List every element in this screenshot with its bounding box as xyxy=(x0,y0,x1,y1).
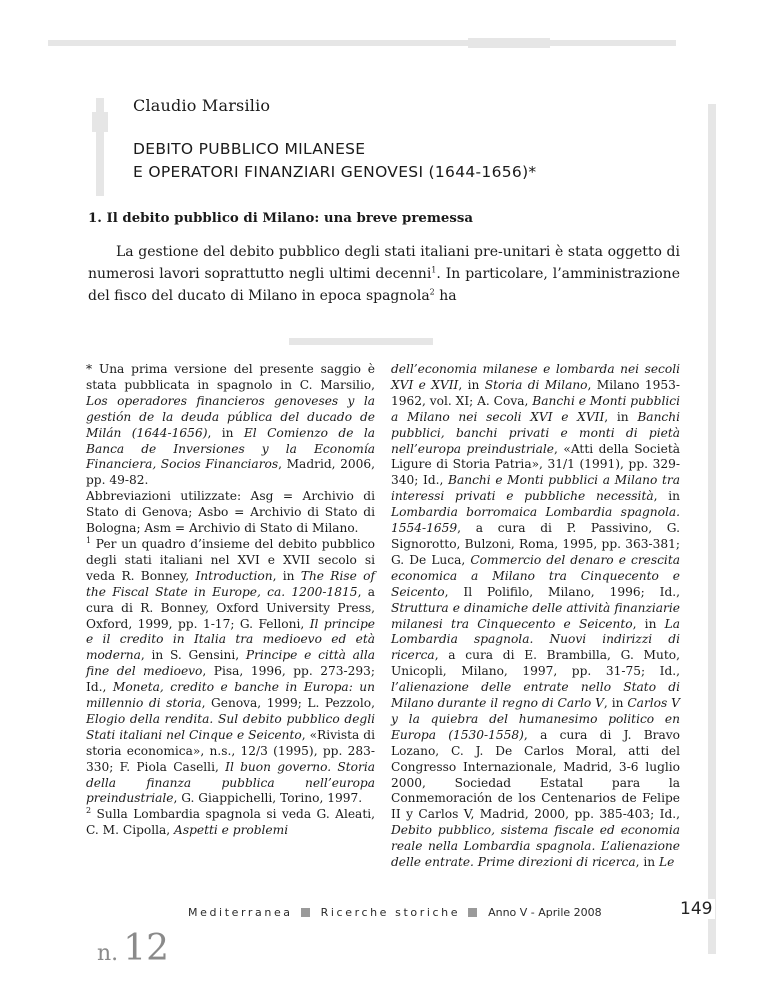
footnotes-right-column xyxy=(391,362,680,871)
journal-name: Mediterranea xyxy=(188,906,293,919)
top-decorative-block xyxy=(468,38,550,48)
separator-square-icon xyxy=(468,908,477,917)
author-name: Claudio Marsilio xyxy=(133,96,271,115)
journal-series: Ricerche storiche xyxy=(320,906,461,919)
top-decorative-bar xyxy=(48,40,676,46)
footnotes-left-column xyxy=(86,362,375,839)
left-decorative-tab xyxy=(92,112,108,132)
footnote-abbreviations: Abbreviazioni utilizzate: Asg = Archivio di Stato di Genova; Asbo = Archivio di Stato di Bologna; Asm = Archivio di Stato di Milano. xyxy=(86,489,375,536)
title-line-2: E OPERATORI FINANZIARI GENOVESI (1644-1656)* xyxy=(133,163,537,181)
article-title xyxy=(133,138,536,184)
issue-date: Anno V - Aprile 2008 xyxy=(488,906,602,919)
body-text-b: . In particolare, l’amministrazione del fisco del ducato di Milano in epoca spagnola xyxy=(88,266,680,304)
mid-decorative-bar xyxy=(289,338,433,345)
title-line-1: DEBITO PUBBLICO MILANESE xyxy=(133,140,366,158)
body-text-c: ha xyxy=(434,288,457,304)
footnote-ref-1: 1 xyxy=(431,265,437,275)
section-heading: 1. Il debito pubblico di Milano: una breve premessa xyxy=(88,211,473,226)
footnote-ref-2: 2 xyxy=(429,287,435,297)
right-decorative-bar xyxy=(708,104,716,954)
issue-number xyxy=(97,928,169,969)
page-number: 149 xyxy=(677,899,715,919)
running-footer xyxy=(188,906,602,919)
issue-number-value: 12 xyxy=(123,928,170,969)
footnote-2-continued: dell’economia milanese e lombarda nei secoli XVI e XVII, in Storia di Milano, Milano 1953-1962, vol. XI; A. Cova, Banchi e Monti pubblici a Milano nei secoli XVI e XVII, in Banchi pubblici, banchi privati e monti di pietà nell’europa preindustriale, «Atti della Società Ligure di Storia Patria», 31/1 (1991), pp. 329-340; Id., Banchi e Monti pubblici a Milano tra interessi privati e pubbliche necessità, in Lombardia borromaica Lombardia spagnola. 1554-1659, a cura di P. Passivino, G. Signorotto, Bulzoni, Roma, 1995, pp. 363-381; G. De Luca, Commercio del denaro e crescita economica a Milano tra Cinquecento e Seicento, Il Polifilo, Milano, 1996; Id., Struttura e dinamiche delle attività finanziarie milanesi tra Cinquecento e Seicento, in La Lombardia spagnola. Nuovi indirizzi di ricerca, a cura di E. Brambilla, G. Muto, Unicopli, Milano, 1997, pp. 31-75; Id., l’alienazione delle entrate nello Stato di Milano durante il regno di Carlo V, in Carlos V y la quiebra del humanesimo politico en Europa (1530-1558), a cura di J. Bravo Lozano, C. J. De Carlos Moral, atti del Congresso Internazionale, Madrid, 3-6 luglio 2000, Sociedad Estatal para la Conmemoración de los Centenarios de Felipe II y Carlos V, Madrid, 2000, pp. 385-403; Id., Debito pubblico, sistema fiscale ed economia reale nella Lombardia spagnola. L’alienazione delle entrate. Prime direzioni di ricerca, in Le xyxy=(391,362,681,870)
body-text-a: La gestione del debito pubblico degli stati italiani pre-unitari è stata oggetto di numerosi lavori soprattutto negli ultimi decenni xyxy=(88,244,680,282)
body-paragraph xyxy=(88,241,680,307)
issue-prefix: n. xyxy=(97,941,119,966)
footnote-2: $^2$ Sulla Lombardia spagnola si veda G. Aleati, C. M. Cipolla, Aspetti e problemi xyxy=(86,806,375,838)
footnote-star: * Una prima versione del presente saggio è stata pubblicata in spagnolo in C. Marsilio, Los operadores financieros genoveses y la gestión de la deuda pública del ducado de Milán (1644-1656), in El Comienzo de la Banca de Inversiones y la Economía Financiera, Socios Financiaros, Madrid, 2006, pp. 49-82. xyxy=(86,362,375,488)
footnote-1: $^1$ Per un quadro d’insieme del debito pubblico degli stati italiani nel XVI e XVII secolo si veda R. Bonney, Introduction, in The Rise of the Fiscal State in Europe, ca. 1200-1815, a cura di R. Bonney, Oxford University Press, Oxford, 1999, pp. 1-17; G. Felloni, Il principe e il credito in Italia tra medioevo ed età moderna, in S. Gensini, Principe e città alla fine del medioevo, Pisa, 1996, pp. 273-293; Id., Moneta, credito e banche in Europa: un millennio di storia, Genova, 1999; L. Pezzolo, Elogio della rendita. Sul debito pubblico degli Stati italiani nel Cinque e Seicento, «Rivista di storia economica», n.s., 12/3 (1995), pp. 283-330; F. Piola Caselli, Il buon governo. Storia della finanza pubblica nell’europa preindustriale, G. Giappichelli, Torino, 1997. xyxy=(86,535,376,806)
separator-square-icon xyxy=(301,908,310,917)
